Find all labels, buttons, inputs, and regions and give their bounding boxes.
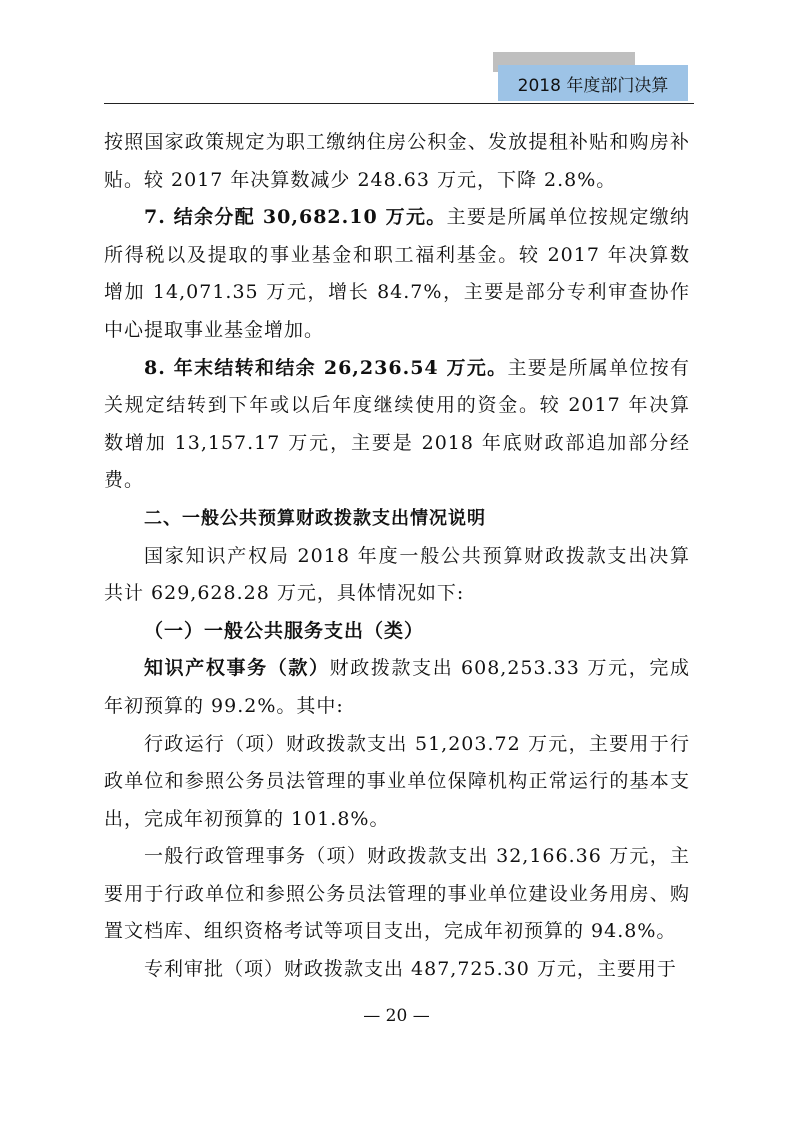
subsection-general-public-services-heading: （一）一般公共服务支出（类） [144, 619, 425, 642]
section-two-heading: 二、一般公共预算财政拨款支出情况说明 [144, 507, 486, 529]
surplus-distribution-text: 主要是所属单位按规定缴纳所得税以及提取的事业基金和职工福利基金。较 2017 年决算数增加 14,071.35 万元，增长 84.7%，主要是部分专利审查协作中心提取事业基金增加。 [104, 206, 690, 341]
surplus-distribution-heading: 7. 结余分配 30,682.10 万元。 [144, 206, 447, 229]
paragraph-ip-affairs [104, 650, 690, 725]
paragraph-patent-examination: 专利审批（项）财政拨款支出 487,725.30 万元，主要用于 [144, 958, 677, 981]
document-body [104, 124, 690, 989]
document-header-title: 2018 年度部门决算 [498, 65, 688, 101]
header-divider [104, 103, 694, 104]
ip-affairs-heading: 知识产权事务（款） [144, 657, 330, 680]
paragraph-general-administrative-affairs: 一般行政管理事务（项）财政拨款支出 32,166.36 万元，主要用于行政单位和参照公务员法管理的事业单位建设业务用房、购置文档库、组织资格考试等项目支出，完成年初预算的 94.8%。 [104, 845, 690, 943]
year-end-balance-text: 主要是所属单位按有关规定结转到下年或以后年度继续使用的资金。较 2017 年决算数增加 13,157.17 万元，主要是 2018 年底财政部追加部分经费。 [104, 356, 690, 492]
ip-affairs-text: 财政拨款支出 608,253.33 万元，完成年初预算的 99.2%。其中: [104, 657, 690, 717]
paragraph-administrative-operation: 行政运行（项）财政拨款支出 51,203.72 万元，主要用于行政单位和参照公务员法管理的事业单位保障机构正常运行的基本支出，完成年初预算的 101.8%。 [104, 732, 690, 830]
paragraph-surplus-distribution [104, 199, 690, 349]
paragraph-year-end-balance [104, 350, 690, 500]
paragraph-housing-subsidy: 按照国家政策规定为职工缴纳住房公积金、发放提租补贴和购房补贴。较 2017 年决算数减少 248.63 万元，下降 2.8%。 [104, 131, 690, 191]
paragraph-total-expenditure: 国家知识产权局 2018 年度一般公共预算财政拨款支出决算共计 629,628.28 万元，具体情况如下: [104, 544, 690, 605]
year-end-balance-heading: 8. 年末结转和结余 26,236.54 万元。 [144, 356, 508, 379]
page-number: — 20 — [363, 1006, 430, 1026]
